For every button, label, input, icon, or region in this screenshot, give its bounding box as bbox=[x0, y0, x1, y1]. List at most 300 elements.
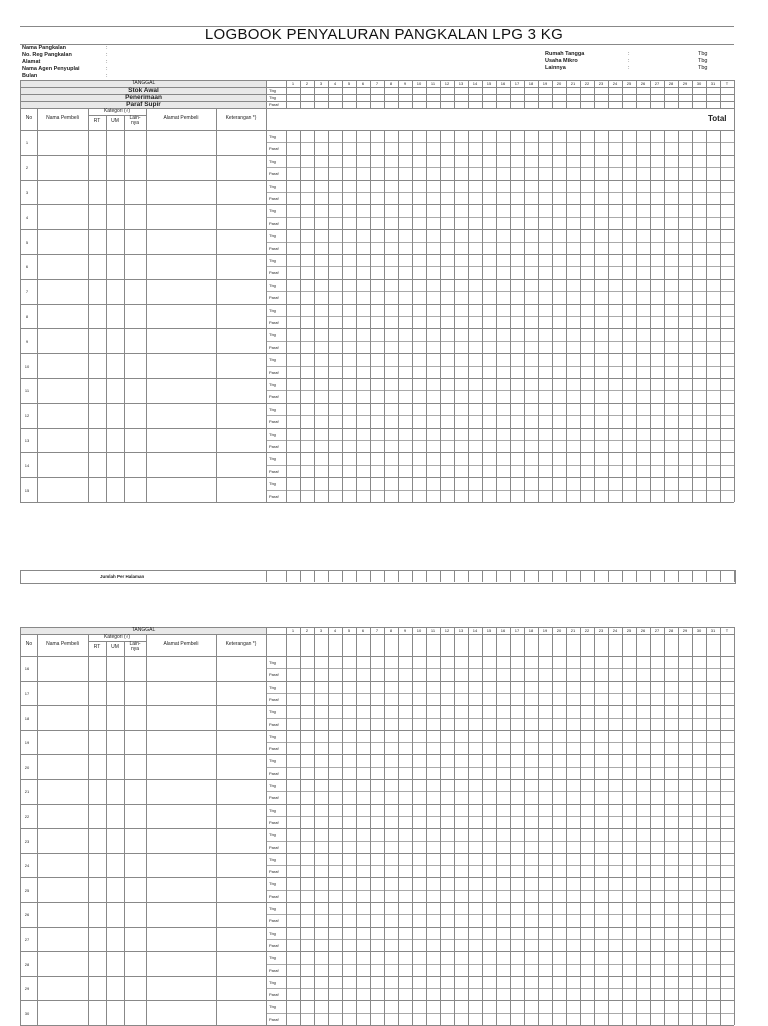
row-number: 24 bbox=[24, 863, 30, 869]
stok-awal-label: Stok Awal bbox=[128, 87, 159, 94]
day-column-line bbox=[356, 130, 357, 502]
column-line bbox=[124, 115, 125, 502]
title-top-border bbox=[20, 26, 734, 27]
row-line bbox=[20, 927, 734, 928]
header-field-label: No. Reg Pangkalan bbox=[22, 52, 72, 58]
day-column-line bbox=[594, 80, 595, 108]
day-header: 21 bbox=[570, 628, 576, 633]
row-tbg-label: Tbg bbox=[269, 332, 276, 338]
day-header: 17 bbox=[514, 81, 520, 86]
day-column-line bbox=[328, 570, 329, 582]
day-column-line bbox=[454, 627, 455, 1025]
day-column-line bbox=[412, 570, 413, 582]
row-tbg-label: Tbg bbox=[269, 282, 276, 288]
row-line bbox=[20, 853, 734, 854]
row-paraf-label: Paraf bbox=[269, 344, 279, 350]
day-column-line bbox=[412, 130, 413, 502]
day-column-line bbox=[300, 627, 301, 1025]
row-number: 10 bbox=[24, 363, 30, 369]
column-line bbox=[124, 641, 125, 1025]
day-column-line bbox=[314, 130, 315, 502]
row-paraf-label: Paraf bbox=[269, 468, 279, 474]
row-paraf-label: Paraf bbox=[269, 146, 279, 152]
day-header: 3 bbox=[319, 81, 323, 86]
day-header: 19 bbox=[542, 628, 548, 633]
row-tbg-label: Tbg bbox=[269, 183, 276, 189]
day-column-line bbox=[692, 570, 693, 582]
row-line bbox=[20, 378, 734, 379]
day-column-line bbox=[356, 627, 357, 1025]
row-line bbox=[20, 452, 734, 453]
row-tbg-label: Tbg bbox=[269, 307, 276, 313]
day-header: 20 bbox=[556, 628, 562, 633]
row-number: 13 bbox=[24, 438, 30, 443]
col-alamat-header: Alamat Pembeli bbox=[163, 115, 199, 121]
day-header: 19 bbox=[542, 81, 548, 86]
day-column-line bbox=[622, 627, 623, 1025]
day-header: 2 bbox=[305, 628, 309, 633]
day-column-line bbox=[524, 570, 525, 582]
day-column-line bbox=[594, 570, 595, 582]
day-column-line bbox=[720, 80, 721, 108]
day-header: 3 bbox=[319, 628, 323, 633]
day-header: 30 bbox=[696, 81, 702, 86]
column-line bbox=[266, 627, 267, 1025]
row-tbg-label: Tbg bbox=[269, 881, 276, 887]
col-um-header: UM bbox=[111, 644, 119, 650]
row-number: 9 bbox=[25, 338, 29, 344]
summary-field-unit: Tbg bbox=[698, 65, 708, 71]
day-column-line bbox=[314, 570, 315, 582]
day-header: 18 bbox=[528, 628, 534, 633]
day-column-line bbox=[440, 570, 441, 582]
day-header: 9 bbox=[403, 628, 407, 633]
day-column-line bbox=[314, 80, 315, 108]
day-column-line bbox=[342, 570, 343, 582]
row-paraf-label: Paraf bbox=[269, 394, 279, 400]
column-line bbox=[20, 80, 21, 502]
day-header: 15 bbox=[486, 628, 492, 633]
day-header: 24 bbox=[612, 628, 618, 633]
day-header: 18 bbox=[528, 81, 534, 86]
summary-field-sep: : bbox=[628, 58, 630, 64]
day-column-line bbox=[706, 570, 707, 582]
tanggal-label: TANGGAL bbox=[131, 80, 156, 86]
day-column-line bbox=[566, 130, 567, 502]
row-line bbox=[20, 902, 734, 903]
day-column-line bbox=[482, 130, 483, 502]
row-tbg-label: Tbg bbox=[269, 406, 276, 412]
col-keterangan-header: Keterangan *) bbox=[225, 115, 257, 121]
column-line bbox=[37, 108, 38, 502]
day-header: 24 bbox=[612, 81, 618, 86]
row-line bbox=[20, 204, 734, 205]
col-lainnya-header: Lain- nya bbox=[129, 115, 141, 126]
day-header: 10 bbox=[416, 628, 422, 633]
day-header: 6 bbox=[361, 628, 365, 633]
day-column-line bbox=[370, 80, 371, 108]
day-column-line bbox=[608, 627, 609, 1025]
row-paraf-label: Paraf bbox=[269, 721, 279, 727]
row-paraf-label: Paraf bbox=[269, 696, 279, 702]
day-column-line bbox=[692, 80, 693, 108]
row-paraf-label: Paraf bbox=[269, 171, 279, 177]
day-column-line bbox=[440, 130, 441, 502]
col-nama-header: Nama Pembeli bbox=[46, 115, 79, 121]
day-header: 28 bbox=[668, 81, 674, 86]
row-number: 11 bbox=[24, 388, 30, 394]
col-rt-header: RT bbox=[93, 644, 101, 650]
row-tbg-label: Tbg bbox=[269, 431, 276, 437]
column-line bbox=[106, 115, 107, 502]
column-line bbox=[88, 634, 89, 1025]
day-column-line bbox=[594, 130, 595, 502]
day-column-line bbox=[552, 570, 553, 582]
day-column-line bbox=[286, 570, 287, 582]
day-header: 9 bbox=[403, 81, 407, 86]
day-column-line bbox=[622, 130, 623, 502]
day-column-line bbox=[678, 80, 679, 108]
day-column-line bbox=[328, 80, 329, 108]
row-tbg-label: Tbg bbox=[269, 783, 276, 788]
day-column-line bbox=[580, 80, 581, 108]
row-tbg-label: Tbg bbox=[269, 258, 276, 263]
summary-field-label: Rumah Tangga bbox=[545, 51, 585, 57]
unit-label: Tbg bbox=[269, 95, 276, 100]
column-line bbox=[20, 627, 21, 1025]
row-tbg-label: Tbg bbox=[269, 807, 276, 813]
header-field-label: Nama Pangkalan bbox=[22, 45, 67, 51]
day-column-line bbox=[440, 80, 441, 108]
row-paraf-label: Paraf bbox=[269, 270, 279, 276]
row-tbg-label: Tbg bbox=[269, 1004, 276, 1010]
row-tbg-label: Tbg bbox=[269, 709, 276, 715]
row-paraf-label: Paraf bbox=[269, 672, 279, 678]
summary-field-label: Usaha Mikro bbox=[545, 58, 578, 64]
column-line bbox=[106, 641, 107, 1025]
row-number: 5 bbox=[25, 239, 29, 245]
col-kategori-header: Kategori (√) bbox=[103, 108, 131, 114]
row-tbg-label: Tbg bbox=[269, 357, 276, 363]
day-column-line bbox=[650, 130, 651, 502]
row-number: 25 bbox=[24, 887, 30, 893]
summary-field-sep: : bbox=[628, 65, 630, 71]
tanggal-label: TANGGAL bbox=[131, 627, 156, 633]
row-tbg-label: Tbg bbox=[269, 660, 276, 665]
unit-label: Paraf bbox=[269, 102, 279, 107]
day-header: 31 bbox=[710, 628, 716, 633]
day-column-line bbox=[552, 80, 553, 108]
row-paraf-label: Paraf bbox=[269, 967, 279, 973]
day-column-line bbox=[440, 627, 441, 1025]
row-tbg-label: Tbg bbox=[269, 456, 276, 462]
day-column-line bbox=[370, 130, 371, 502]
day-column-line bbox=[608, 570, 609, 582]
row-line bbox=[20, 1000, 734, 1001]
day-column-line bbox=[538, 570, 539, 582]
row-paraf-label: Paraf bbox=[269, 819, 279, 825]
row-paraf-label: Paraf bbox=[269, 369, 279, 375]
day-column-line bbox=[384, 130, 385, 502]
day-column-line bbox=[636, 570, 637, 582]
day-header: T bbox=[725, 81, 729, 86]
row-line bbox=[20, 229, 734, 230]
day-column-line bbox=[524, 80, 525, 108]
day-column-line bbox=[482, 80, 483, 108]
row-line bbox=[20, 828, 734, 829]
col-no-header: No bbox=[25, 641, 33, 647]
day-column-line bbox=[468, 80, 469, 108]
row-number: 21 bbox=[24, 789, 30, 795]
day-column-line bbox=[622, 570, 623, 582]
day-column-line bbox=[510, 130, 511, 502]
day-column-line bbox=[454, 130, 455, 502]
day-header: 2 bbox=[305, 81, 309, 86]
column-line bbox=[266, 80, 267, 502]
row-number: 28 bbox=[24, 961, 30, 967]
day-column-line bbox=[286, 80, 287, 108]
day-header: T bbox=[725, 628, 729, 633]
day-header: 4 bbox=[333, 628, 337, 633]
day-header: 14 bbox=[472, 628, 478, 633]
header-field-label: Bulan bbox=[22, 73, 38, 79]
day-header: 12 bbox=[444, 81, 450, 86]
col-kategori-header: Kategori (√) bbox=[103, 634, 131, 640]
row-paraf-label: Paraf bbox=[269, 844, 279, 850]
day-column-line bbox=[650, 80, 651, 108]
day-header: 14 bbox=[472, 81, 478, 86]
row-paraf-label: Paraf bbox=[269, 746, 279, 752]
day-column-line bbox=[384, 80, 385, 108]
day-column-line bbox=[496, 627, 497, 1025]
day-column-line bbox=[482, 570, 483, 582]
row-number: 6 bbox=[25, 264, 29, 270]
row-paraf-label: Paraf bbox=[269, 444, 279, 449]
day-column-line bbox=[398, 570, 399, 582]
day-column-line bbox=[468, 570, 469, 582]
column-line bbox=[37, 634, 38, 1025]
row-line bbox=[20, 951, 734, 952]
jumlah-label: Jumlah Per Halaman bbox=[100, 574, 145, 579]
day-column-line bbox=[538, 80, 539, 108]
day-header: 8 bbox=[389, 628, 393, 633]
day-column-line bbox=[734, 130, 735, 502]
row-tbg-label: Tbg bbox=[269, 832, 276, 838]
day-header: 25 bbox=[626, 81, 632, 86]
row-paraf-label: Paraf bbox=[269, 320, 279, 325]
day-column-line bbox=[398, 627, 399, 1025]
day-column-line bbox=[468, 627, 469, 1025]
day-header: 13 bbox=[458, 81, 464, 86]
day-column-line bbox=[664, 130, 665, 502]
summary-field-label: Lainnya bbox=[545, 65, 566, 71]
header-field-sep: : bbox=[106, 73, 108, 79]
day-header: 23 bbox=[598, 628, 604, 633]
row-tbg-label: Tbg bbox=[269, 382, 276, 387]
day-column-line bbox=[692, 627, 693, 1025]
day-header: 16 bbox=[500, 628, 506, 633]
row-line bbox=[20, 730, 734, 731]
day-column-line bbox=[300, 570, 301, 582]
row-number: 22 bbox=[24, 813, 30, 819]
row-tbg-label: Tbg bbox=[269, 208, 276, 214]
column-line bbox=[146, 634, 147, 1025]
day-column-line bbox=[608, 80, 609, 108]
row-number: 27 bbox=[24, 936, 30, 942]
day-column-line bbox=[286, 627, 287, 1025]
row-line bbox=[20, 754, 734, 755]
day-column-line bbox=[356, 80, 357, 108]
penerimaan-label: Penerimaan bbox=[125, 94, 162, 101]
day-header: 5 bbox=[347, 81, 351, 86]
row-number: 29 bbox=[24, 986, 30, 992]
day-column-line bbox=[734, 627, 735, 1025]
col-um-header: UM bbox=[111, 118, 119, 124]
row-line bbox=[20, 279, 734, 280]
day-header: 10 bbox=[416, 81, 422, 86]
row-number: 17 bbox=[24, 690, 30, 696]
day-column-line bbox=[538, 627, 539, 1025]
day-header: 27 bbox=[654, 81, 660, 86]
day-header: 29 bbox=[682, 81, 688, 86]
row-number: 30 bbox=[24, 1010, 30, 1016]
row-paraf-label: Paraf bbox=[269, 795, 279, 801]
row-line bbox=[20, 681, 734, 682]
day-column-line bbox=[412, 627, 413, 1025]
row-paraf-label: Paraf bbox=[269, 220, 279, 226]
row-paraf-label: Paraf bbox=[269, 419, 279, 425]
day-column-line bbox=[720, 570, 721, 582]
day-column-line bbox=[552, 130, 553, 502]
day-column-line bbox=[664, 570, 665, 582]
row-paraf-label: Paraf bbox=[269, 869, 279, 875]
day-column-line bbox=[398, 80, 399, 108]
day-header: 20 bbox=[556, 81, 562, 86]
row-paraf-label: Paraf bbox=[269, 1016, 279, 1022]
day-column-line bbox=[468, 130, 469, 502]
day-column-line bbox=[286, 130, 287, 502]
day-column-line bbox=[706, 130, 707, 502]
row-line bbox=[20, 779, 734, 780]
day-column-line bbox=[300, 80, 301, 108]
day-header: 22 bbox=[584, 81, 590, 86]
header-field-label: Nama Agen Penyuplai bbox=[22, 66, 80, 72]
row-number: 26 bbox=[24, 912, 30, 918]
row-tbg-label: Tbg bbox=[269, 158, 276, 164]
row-line bbox=[20, 877, 734, 878]
row-number: 18 bbox=[24, 715, 30, 721]
day-header: 26 bbox=[640, 628, 646, 633]
day-column-line bbox=[384, 570, 385, 582]
row-paraf-label: Paraf bbox=[269, 770, 279, 776]
day-column-line bbox=[734, 80, 735, 108]
day-column-line bbox=[454, 570, 455, 582]
day-column-line bbox=[566, 570, 567, 582]
day-column-line bbox=[720, 627, 721, 1025]
row-line bbox=[20, 976, 734, 977]
row-paraf-label: Paraf bbox=[269, 992, 279, 998]
day-header: 6 bbox=[361, 81, 365, 86]
day-column-line bbox=[664, 627, 665, 1025]
day-column-line bbox=[622, 80, 623, 108]
day-header: 23 bbox=[598, 81, 604, 86]
row-tbg-label: Tbg bbox=[269, 481, 276, 487]
row-tbg-label: Tbg bbox=[269, 979, 276, 985]
header-field-sep: : bbox=[106, 59, 108, 65]
row-line bbox=[20, 304, 734, 305]
day-header: 27 bbox=[654, 628, 660, 633]
day-header: 1 bbox=[291, 628, 295, 633]
row-number: 14 bbox=[24, 462, 30, 468]
day-column-line bbox=[342, 80, 343, 108]
day-column-line bbox=[580, 570, 581, 582]
day-column-line bbox=[580, 130, 581, 502]
day-column-line bbox=[566, 80, 567, 108]
day-column-line bbox=[636, 80, 637, 108]
row-tbg-label: Tbg bbox=[269, 733, 276, 739]
header-field-label: Alamat bbox=[22, 59, 41, 65]
day-header: 25 bbox=[626, 628, 632, 633]
row-number: 16 bbox=[24, 666, 30, 672]
column-line bbox=[216, 634, 217, 1025]
row-line bbox=[20, 705, 734, 706]
day-column-line bbox=[496, 130, 497, 502]
day-column-line bbox=[356, 570, 357, 582]
day-header: 30 bbox=[696, 628, 702, 633]
row-tbg-label: Tbg bbox=[269, 906, 276, 911]
row-line bbox=[20, 353, 734, 354]
day-header: 13 bbox=[458, 628, 464, 633]
row-tbg-label: Tbg bbox=[269, 684, 276, 690]
row-number: 8 bbox=[25, 314, 29, 319]
day-column-line bbox=[384, 627, 385, 1025]
total-header: Total bbox=[708, 114, 727, 123]
day-column-line bbox=[650, 627, 651, 1025]
day-header: 11 bbox=[430, 81, 436, 86]
day-column-line bbox=[412, 80, 413, 108]
row-tbg-label: Tbg bbox=[269, 856, 276, 862]
day-column-line bbox=[706, 627, 707, 1025]
day-column-line bbox=[580, 627, 581, 1025]
row-line bbox=[20, 130, 734, 131]
day-column-line bbox=[706, 80, 707, 108]
day-column-line bbox=[650, 570, 651, 582]
row-line bbox=[20, 502, 734, 503]
row-tbg-label: Tbg bbox=[269, 758, 276, 764]
row-paraf-label: Paraf bbox=[269, 196, 279, 201]
row-number: 23 bbox=[24, 838, 30, 844]
day-header: 8 bbox=[389, 81, 393, 86]
column-line bbox=[266, 570, 267, 582]
day-column-line bbox=[496, 80, 497, 108]
row-line bbox=[20, 428, 734, 429]
day-column-line bbox=[370, 627, 371, 1025]
day-column-line bbox=[636, 130, 637, 502]
day-column-line bbox=[636, 627, 637, 1025]
summary-field-unit: Tbg bbox=[698, 51, 708, 57]
header-field-sep: : bbox=[106, 52, 108, 58]
row-paraf-label: Paraf bbox=[269, 245, 279, 251]
day-column-line bbox=[734, 570, 735, 582]
day-header: 12 bbox=[444, 628, 450, 633]
row-paraf-label: Paraf bbox=[269, 295, 279, 301]
header-field-sep: : bbox=[106, 66, 108, 72]
day-column-line bbox=[678, 130, 679, 502]
day-column-line bbox=[300, 130, 301, 502]
day-header: 7 bbox=[375, 81, 379, 86]
day-header: 1 bbox=[291, 81, 295, 86]
day-column-line bbox=[482, 627, 483, 1025]
